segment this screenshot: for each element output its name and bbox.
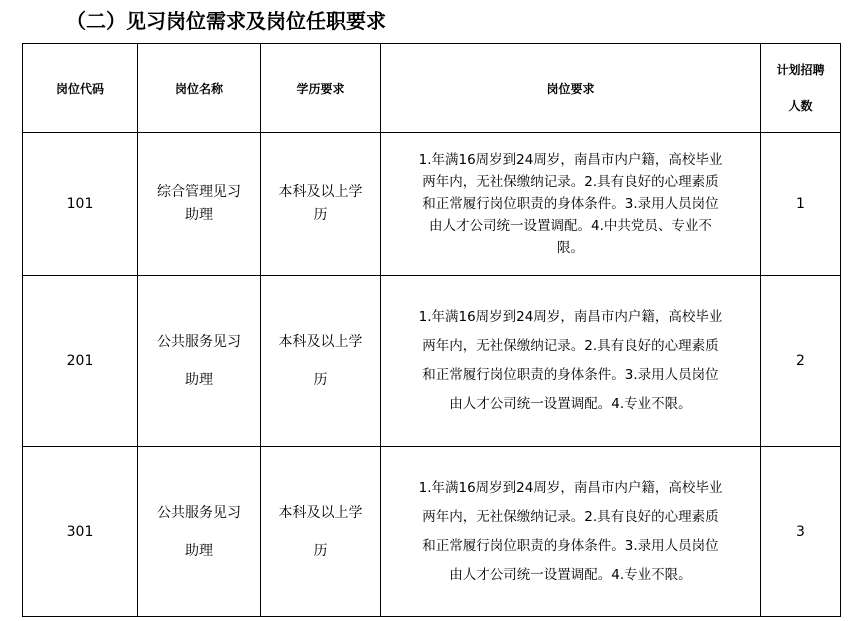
cell-education-line: 历 [313,372,328,388]
cell-requirements [381,133,761,276]
requirement-line: 由人才公司统一设置调配。4.中共党员、专业不 [429,218,712,234]
cell-quota: 3 [761,447,841,617]
header-name: 岗位名称 [138,44,261,133]
header-quota-line2: 人数 [788,99,813,113]
header-quota-line1: 计划招聘 [776,63,825,77]
cell-education [261,276,381,447]
table-row [23,133,841,276]
requirement-line: 和正常履行岗位职责的身体条件。3.录用人员岗位 [422,196,719,212]
cell-name [138,447,261,617]
cell-education-line: 本科及以上学 [278,334,363,350]
cell-code: 201 [23,276,138,447]
requirement-line: 1.年满16周岁到24周岁，南昌市内户籍，高校毕业 [418,479,723,496]
cell-education-line: 历 [313,542,328,559]
header-requirements: 岗位要求 [381,44,761,133]
requirement-line: 由人才公司统一设置调配。4.专业不限。 [449,566,692,583]
section-title: （二）见习岗位需求及岗位任职要求 [66,9,386,33]
cell-quota: 1 [761,133,841,276]
table-row [23,276,841,447]
cell-name [138,133,261,276]
requirement-line: 1.年满16周岁到24周岁，南昌市内户籍，高校毕业 [418,309,723,325]
cell-education [261,133,381,276]
cell-name-line: 助理 [185,542,213,559]
cell-education-line: 本科及以上学 [278,184,363,200]
header-quota [761,44,841,133]
table-header-row [23,44,841,133]
requirement-line: 由人才公司统一设置调配。4.专业不限。 [449,396,692,412]
cell-name-line: 公共服务见习 [157,334,241,350]
job-requirements-table [22,43,841,617]
requirement-line: 两年内，无社保缴纳记录。2.具有良好的心理素质 [422,338,719,354]
requirement-line: 限。 [557,240,584,256]
cell-education-line: 本科及以上学 [278,504,363,521]
cell-name-line: 助理 [185,372,213,388]
cell-code: 301 [23,447,138,617]
cell-name-line: 公共服务见习 [157,504,241,521]
requirement-line: 两年内，无社保缴纳记录。2.具有良好的心理素质 [422,508,719,525]
cell-name [138,276,261,447]
header-code: 岗位代码 [23,44,138,133]
table-row [23,447,841,617]
requirement-line: 两年内，无社保缴纳记录。2.具有良好的心理素质 [422,174,719,190]
requirement-line: 和正常履行岗位职责的身体条件。3.录用人员岗位 [422,367,719,383]
cell-requirements [381,276,761,447]
cell-education [261,447,381,617]
cell-name-line: 助理 [185,207,213,223]
cell-requirements [381,447,761,617]
header-education: 学历要求 [261,44,381,133]
requirement-line: 1.年满16周岁到24周岁，南昌市内户籍，高校毕业 [418,152,723,168]
cell-name-line: 综合管理见习 [157,184,241,200]
cell-education-line: 历 [313,207,328,223]
requirement-line: 和正常履行岗位职责的身体条件。3.录用人员岗位 [422,537,719,554]
cell-code: 101 [23,133,138,276]
cell-quota: 2 [761,276,841,447]
